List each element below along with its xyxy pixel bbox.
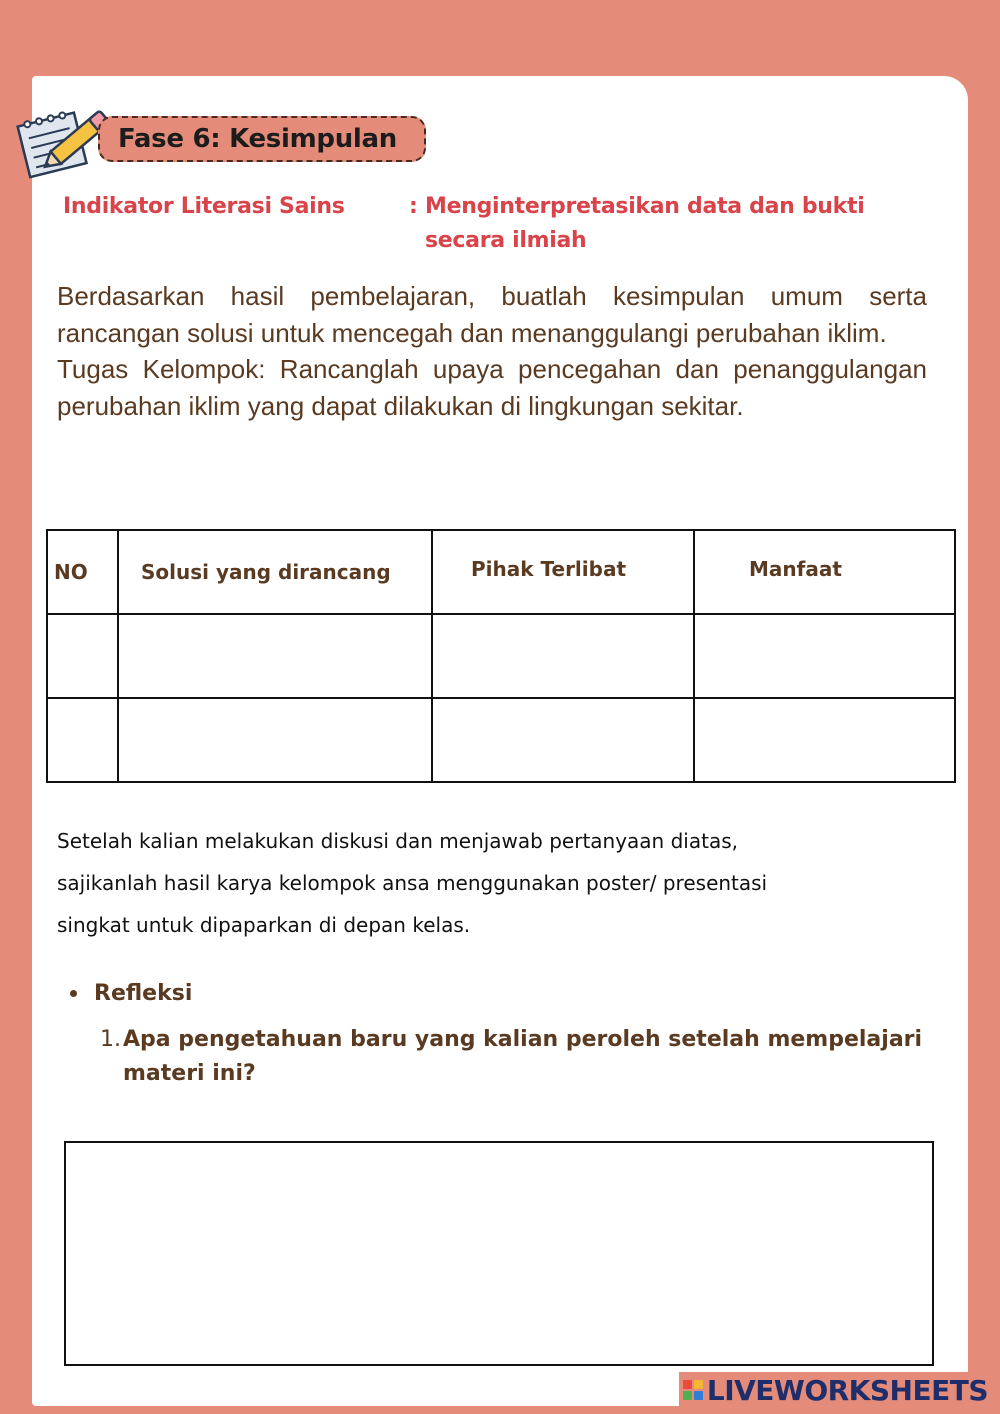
logo-square — [683, 1380, 692, 1389]
reflection-section — [70, 975, 930, 1091]
instruction-line: Setelah kalian melakukan diskusi dan menjawab pertanyaan diatas, — [57, 829, 738, 853]
table-row — [47, 698, 955, 782]
liveworksheets-icon — [683, 1380, 703, 1400]
liveworksheets-logo — [679, 1372, 988, 1408]
table-cell-input[interactable] — [694, 698, 955, 782]
indicator-value-text: Menginterpretasikan data dan bukti secara ilmiah — [425, 194, 865, 253]
intro-text — [57, 278, 927, 424]
table-row — [47, 614, 955, 698]
table-cell-input[interactable] — [432, 698, 694, 782]
table-cell-input[interactable] — [47, 698, 118, 782]
instruction-line: singkat untuk dipaparkan di depan kelas. — [57, 913, 471, 937]
logo-square — [683, 1391, 692, 1400]
table-header-row — [47, 530, 955, 614]
logo-square — [694, 1380, 703, 1389]
question-text: Apa pengetahuan baru yang kalian peroleh setelah mempelajari materi ini? — [123, 1027, 923, 1086]
task-paragraph: Tugas Kelompok: Rancanglah upaya pencegahan dan penanggulangan perubahan iklim yang dapat dilakukan di lingkungan sekitar. — [57, 354, 927, 421]
indicator-value — [409, 190, 919, 258]
table-cell-input[interactable] — [694, 614, 955, 698]
table-cell-input[interactable] — [47, 614, 118, 698]
reflection-heading-text: Refleksi — [94, 980, 193, 1006]
header-no: NO — [47, 530, 118, 614]
table-cell-input[interactable] — [118, 698, 432, 782]
question-number: 1. — [100, 1027, 121, 1052]
phase-title: Fase 6: Kesimpulan — [98, 116, 426, 162]
indicator-colon: : — [409, 194, 418, 219]
logo-square — [694, 1391, 703, 1400]
solution-table — [46, 529, 956, 783]
table-cell-input[interactable] — [432, 614, 694, 698]
intro-paragraph: Berdasarkan hasil pembelajaran, buatlah kesimpulan umum serta rancangan solusi untuk mencegah dan menanggulangi perubahan iklim. — [57, 281, 927, 348]
phase-header — [10, 100, 430, 180]
reflection-question — [70, 1023, 930, 1091]
header-parties: Pihak Terlibat — [432, 530, 694, 614]
answer-textbox[interactable] — [64, 1141, 934, 1366]
instruction-text — [57, 820, 937, 946]
instruction-line: sajikanlah hasil karya kelompok ansa menggunakan poster/ presentasi — [57, 871, 768, 895]
reflection-heading — [70, 975, 930, 1011]
bullet-icon — [70, 990, 77, 997]
indicator-label: Indikator Literasi Sains — [63, 194, 345, 219]
header-benefit: Manfaat — [694, 530, 955, 614]
table-cell-input[interactable] — [118, 614, 432, 698]
header-solution: Solusi yang dirancang — [118, 530, 432, 614]
brand-name: LIVEWORKSHEETS — [706, 1373, 988, 1407]
